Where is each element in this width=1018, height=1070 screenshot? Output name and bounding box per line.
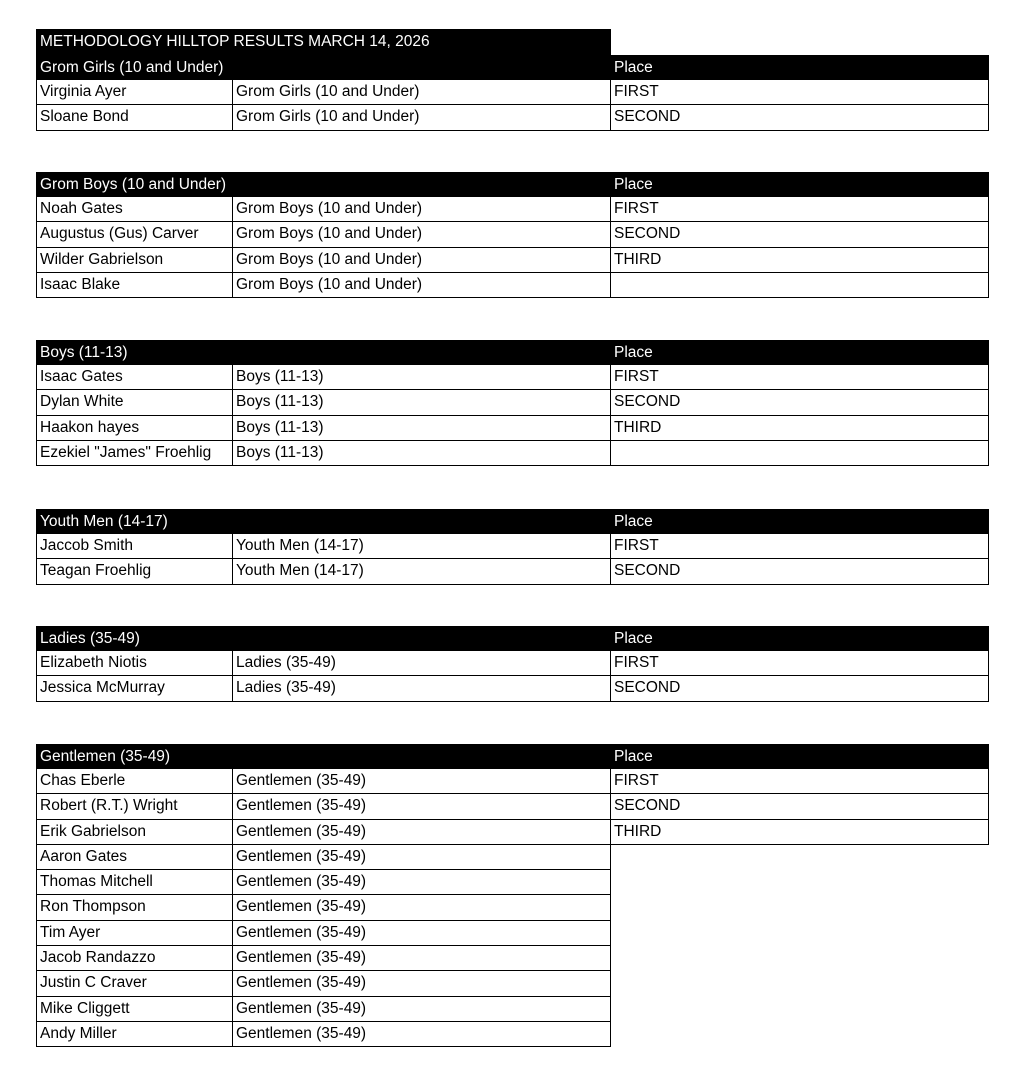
section-header: [36, 172, 989, 197]
category-title: Ladies (35-49): [40, 630, 140, 647]
division-cell: Gentlemen (35-49): [233, 971, 611, 996]
place-cell: SECOND: [611, 105, 989, 130]
place-cell: THIRD: [611, 416, 989, 441]
place-header: Place: [614, 59, 653, 76]
place-cell: THIRD: [611, 248, 989, 273]
table-row: [36, 921, 989, 946]
division-cell: Grom Boys (10 and Under): [233, 222, 611, 247]
results-section: [36, 509, 989, 585]
section-header: [36, 744, 989, 769]
place-cell: [611, 441, 989, 466]
place-cell: SECOND: [611, 222, 989, 247]
table-row: [36, 534, 989, 559]
place-cell: SECOND: [611, 390, 989, 415]
division-cell: Gentlemen (35-49): [233, 820, 611, 845]
division-cell: Grom Girls (10 and Under): [233, 105, 611, 130]
athlete-name: Dylan White: [36, 390, 233, 415]
athlete-name: Tim Ayer: [36, 921, 233, 946]
division-cell: Gentlemen (35-49): [233, 845, 611, 870]
place-cell: THIRD: [611, 820, 989, 845]
division-cell: Gentlemen (35-49): [233, 769, 611, 794]
table-row: [36, 820, 989, 845]
category-title: Youth Men (14-17): [40, 513, 168, 530]
table-row: [36, 105, 989, 130]
athlete-name: Robert (R.T.) Wright: [36, 794, 233, 819]
place-cell: FIRST: [611, 365, 989, 390]
place-cell: FIRST: [611, 80, 989, 105]
results-section: [36, 172, 989, 298]
athlete-name: Isaac Blake: [36, 273, 233, 298]
category-title: Grom Girls (10 and Under): [40, 59, 224, 76]
athlete-name: Jacob Randazzo: [36, 946, 233, 971]
division-cell: Boys (11-13): [233, 416, 611, 441]
athlete-name: Aaron Gates: [36, 845, 233, 870]
athlete-name: Sloane Bond: [36, 105, 233, 130]
section-header: [36, 509, 989, 534]
division-cell: Gentlemen (35-49): [233, 1022, 611, 1047]
table-row: [36, 441, 989, 466]
division-cell: Gentlemen (35-49): [233, 895, 611, 920]
category-title: Boys (11-13): [40, 344, 128, 361]
table-row: [36, 416, 989, 441]
table-row: [36, 248, 989, 273]
division-cell: Ladies (35-49): [233, 676, 611, 701]
athlete-name: Justin C Craver: [36, 971, 233, 996]
table-row: [36, 794, 989, 819]
place-header: Place: [614, 513, 653, 530]
athlete-name: Noah Gates: [36, 197, 233, 222]
division-cell: Boys (11-13): [233, 390, 611, 415]
division-cell: Ladies (35-49): [233, 651, 611, 676]
section-header: [36, 340, 989, 365]
table-row: [36, 870, 989, 895]
place-cell: FIRST: [611, 651, 989, 676]
table-row: [36, 390, 989, 415]
division-cell: Boys (11-13): [233, 441, 611, 466]
division-cell: Youth Men (14-17): [233, 559, 611, 584]
table-row: [36, 1022, 989, 1047]
table-row: [36, 222, 989, 247]
division-cell: Grom Boys (10 and Under): [233, 197, 611, 222]
athlete-name: Virginia Ayer: [36, 80, 233, 105]
category-title: Grom Boys (10 and Under): [40, 176, 227, 193]
table-row: [36, 845, 989, 870]
athlete-name: Haakon hayes: [36, 416, 233, 441]
place-header: Place: [614, 630, 653, 647]
athlete-name: Isaac Gates: [36, 365, 233, 390]
division-cell: Gentlemen (35-49): [233, 870, 611, 895]
results-section: [36, 744, 989, 1047]
place-cell: FIRST: [611, 534, 989, 559]
place-cell: SECOND: [611, 794, 989, 819]
division-cell: Gentlemen (35-49): [233, 946, 611, 971]
table-row: [36, 559, 989, 584]
place-cell: [611, 273, 989, 298]
division-cell: Gentlemen (35-49): [233, 997, 611, 1022]
category-title: Gentlemen (35-49): [40, 748, 171, 765]
athlete-name: Jaccob Smith: [36, 534, 233, 559]
athlete-name: Elizabeth Niotis: [36, 651, 233, 676]
place-header: Place: [614, 344, 653, 361]
division-cell: Gentlemen (35-49): [233, 794, 611, 819]
table-row: [36, 997, 989, 1022]
results-section: [36, 626, 989, 702]
athlete-name: Mike Cliggett: [36, 997, 233, 1022]
results-section: [36, 340, 989, 466]
page-title: METHODOLOGY HILLTOP RESULTS MARCH 14, 2026: [36, 29, 611, 55]
division-cell: Grom Boys (10 and Under): [233, 273, 611, 298]
place-cell: FIRST: [611, 197, 989, 222]
division-cell: Gentlemen (35-49): [233, 921, 611, 946]
division-cell: Youth Men (14-17): [233, 534, 611, 559]
table-row: [36, 769, 989, 794]
athlete-name: Augustus (Gus) Carver: [36, 222, 233, 247]
results-section: [36, 55, 989, 131]
place-cell: SECOND: [611, 676, 989, 701]
athlete-name: Ron Thompson: [36, 895, 233, 920]
division-cell: Boys (11-13): [233, 365, 611, 390]
division-cell: Grom Girls (10 and Under): [233, 80, 611, 105]
table-row: [36, 895, 989, 920]
athlete-name: Wilder Gabrielson: [36, 248, 233, 273]
table-row: [36, 365, 989, 390]
table-row: [36, 80, 989, 105]
table-row: [36, 971, 989, 996]
athlete-name: Andy Miller: [36, 1022, 233, 1047]
place-header: Place: [614, 748, 653, 765]
table-row: [36, 197, 989, 222]
athlete-name: Ezekiel "James" Froehlig: [36, 441, 233, 466]
athlete-name: Erik Gabrielson: [36, 820, 233, 845]
section-header: [36, 55, 989, 80]
table-row: [36, 946, 989, 971]
athlete-name: Chas Eberle: [36, 769, 233, 794]
section-header: [36, 626, 989, 651]
place-cell: SECOND: [611, 559, 989, 584]
division-cell: Grom Boys (10 and Under): [233, 248, 611, 273]
table-row: [36, 273, 989, 298]
table-row: [36, 651, 989, 676]
athlete-name: Jessica McMurray: [36, 676, 233, 701]
athlete-name: Teagan Froehlig: [36, 559, 233, 584]
athlete-name: Thomas Mitchell: [36, 870, 233, 895]
place-cell: FIRST: [611, 769, 989, 794]
table-row: [36, 676, 989, 701]
place-header: Place: [614, 176, 653, 193]
